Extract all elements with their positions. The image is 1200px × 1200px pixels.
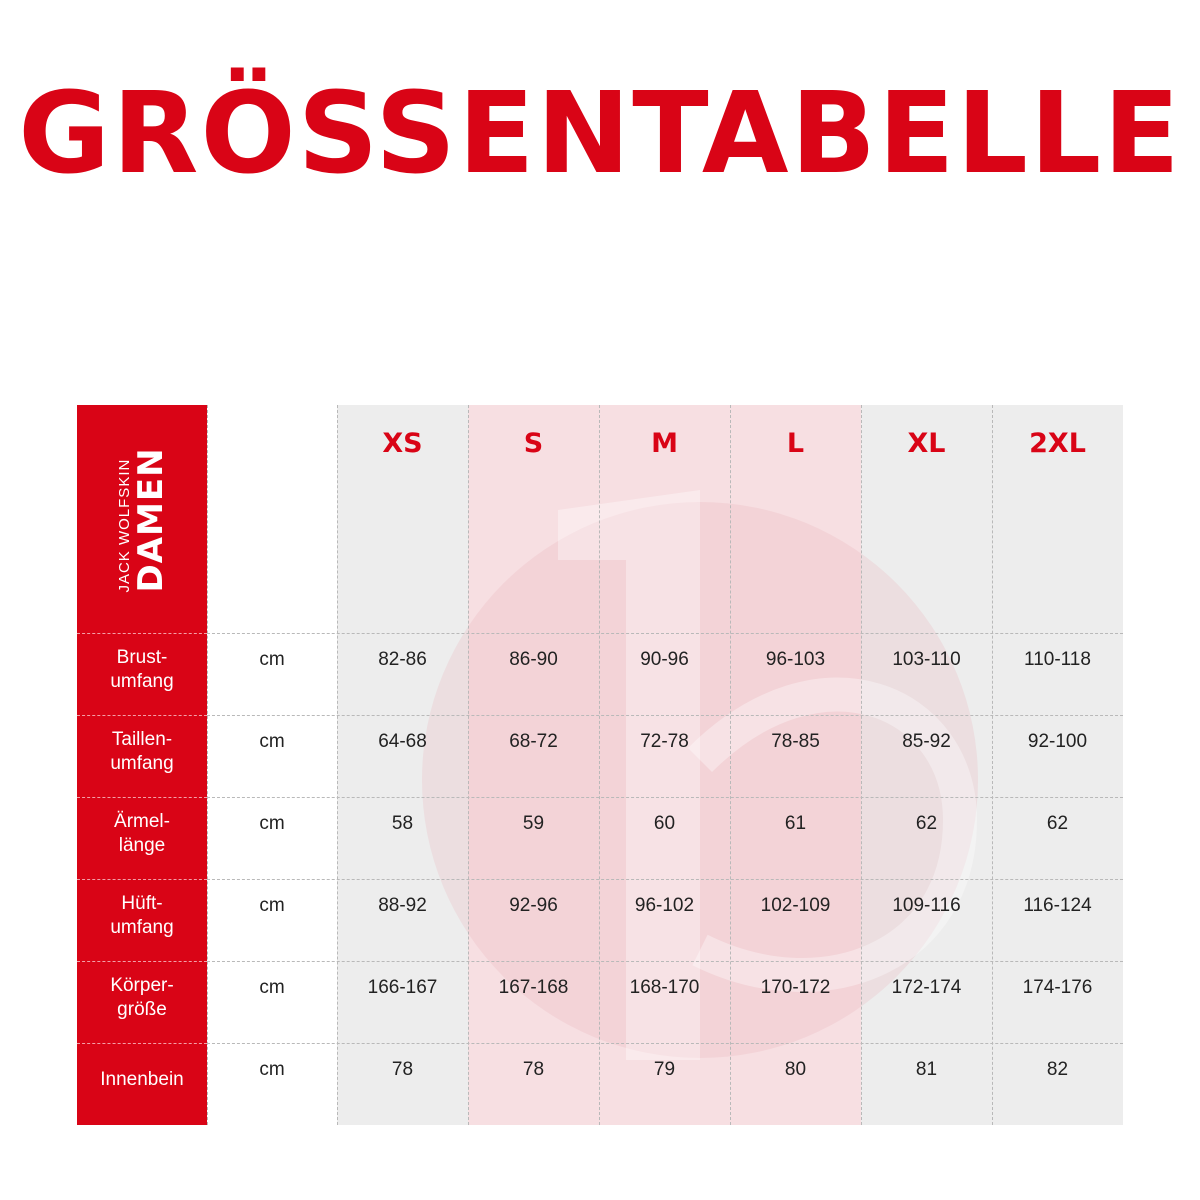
row-label	[77, 892, 207, 940]
table-cell: 82	[1046, 1059, 1069, 1080]
size-header-s: S	[523, 428, 544, 459]
size-header-l: L	[786, 428, 805, 459]
table-cell: 90-96	[640, 649, 689, 670]
table-cell: 78-85	[771, 731, 820, 752]
row-divider	[207, 961, 1123, 962]
column-divider	[337, 405, 338, 1125]
row-label	[77, 810, 207, 858]
row-header-divider	[77, 797, 207, 798]
column-divider	[599, 405, 600, 1125]
unit-label: cm	[259, 813, 285, 834]
table-cell: 103-110	[892, 649, 961, 670]
row-label-line: Taillen-	[111, 729, 173, 750]
table-cell: 96-102	[634, 895, 695, 916]
table-cell: 62	[915, 813, 938, 834]
table-cell: 78	[522, 1059, 545, 1080]
row-label-line: Brust-	[116, 647, 168, 668]
table-cell: 72-78	[640, 731, 689, 752]
unit-label: cm	[259, 731, 285, 752]
table-cell: 79	[653, 1059, 676, 1080]
row-label	[77, 646, 207, 694]
row-divider	[207, 715, 1123, 716]
table-cell: 110-118	[1024, 649, 1091, 670]
row-header-divider	[77, 633, 207, 634]
row-header-divider	[77, 961, 207, 962]
row-label-line: umfang	[110, 671, 174, 692]
table-cell: 61	[784, 813, 807, 834]
unit-label: cm	[259, 649, 285, 670]
table-cell: 82-86	[378, 649, 427, 670]
table-cell: 62	[1046, 813, 1069, 834]
row-header-divider	[77, 715, 207, 716]
table-cell: 166-167	[367, 977, 438, 998]
row-label-line: Ärmel-	[114, 811, 170, 832]
column-divider	[992, 405, 993, 1125]
unit-label: cm	[259, 977, 285, 998]
table-cell: 60	[653, 813, 676, 834]
row-header-divider	[77, 1043, 207, 1044]
table-cell: 116-124	[1023, 895, 1092, 916]
table-cell: 58	[391, 813, 414, 834]
column-divider	[730, 405, 731, 1125]
table-cell: 68-72	[509, 731, 558, 752]
row-divider	[207, 1043, 1123, 1044]
table-cell: 172-174	[891, 977, 962, 998]
table-cell: 81	[915, 1059, 938, 1080]
table-cell: 170-172	[760, 977, 831, 998]
row-divider	[207, 879, 1123, 880]
row-label-line: Innenbein	[100, 1069, 184, 1090]
row-label-line: größe	[117, 999, 167, 1020]
table-cell: 168-170	[629, 977, 700, 998]
size-header-xl: XL	[907, 428, 946, 459]
table-cell: 102-109	[760, 895, 831, 916]
brand-name: JACK WOLFSKIN	[115, 458, 133, 593]
table-cell: 86-90	[509, 649, 558, 670]
column-divider	[468, 405, 469, 1125]
table-cell: 167-168	[498, 977, 569, 998]
table-cell: 88-92	[378, 895, 427, 916]
row-label-line: länge	[118, 835, 166, 856]
row-divider	[207, 633, 1123, 634]
table-cell: 64-68	[378, 731, 427, 752]
table-cell: 92-100	[1027, 731, 1088, 752]
size-header-2xl: 2XL	[1029, 428, 1086, 459]
table-cell: 78	[391, 1059, 414, 1080]
size-header-xs: XS	[382, 428, 423, 459]
row-label-line: umfang	[110, 917, 174, 938]
row-label-line: Körper-	[110, 975, 174, 996]
table-cell: 174-176	[1022, 977, 1093, 998]
page-title: GRÖSSENTABELLE	[18, 69, 1182, 199]
table-cell: 109-116	[892, 895, 961, 916]
unit-label: cm	[259, 895, 285, 916]
category-label: DAMEN	[130, 447, 171, 593]
column-divider	[861, 405, 862, 1125]
row-header-divider	[77, 879, 207, 880]
divider	[207, 405, 208, 1125]
row-label	[77, 1068, 207, 1092]
size-header-m: M	[651, 428, 678, 459]
table-cell: 96-103	[765, 649, 826, 670]
table-cell: 59	[522, 813, 545, 834]
unit-label: cm	[259, 1059, 285, 1080]
table-cell: 85-92	[902, 731, 951, 752]
table-cell: 92-96	[509, 895, 558, 916]
row-label	[77, 974, 207, 1022]
row-label-line: umfang	[110, 753, 174, 774]
row-label	[77, 728, 207, 776]
row-divider	[207, 797, 1123, 798]
row-label-line: Hüft-	[121, 893, 163, 914]
table-cell: 80	[784, 1059, 807, 1080]
